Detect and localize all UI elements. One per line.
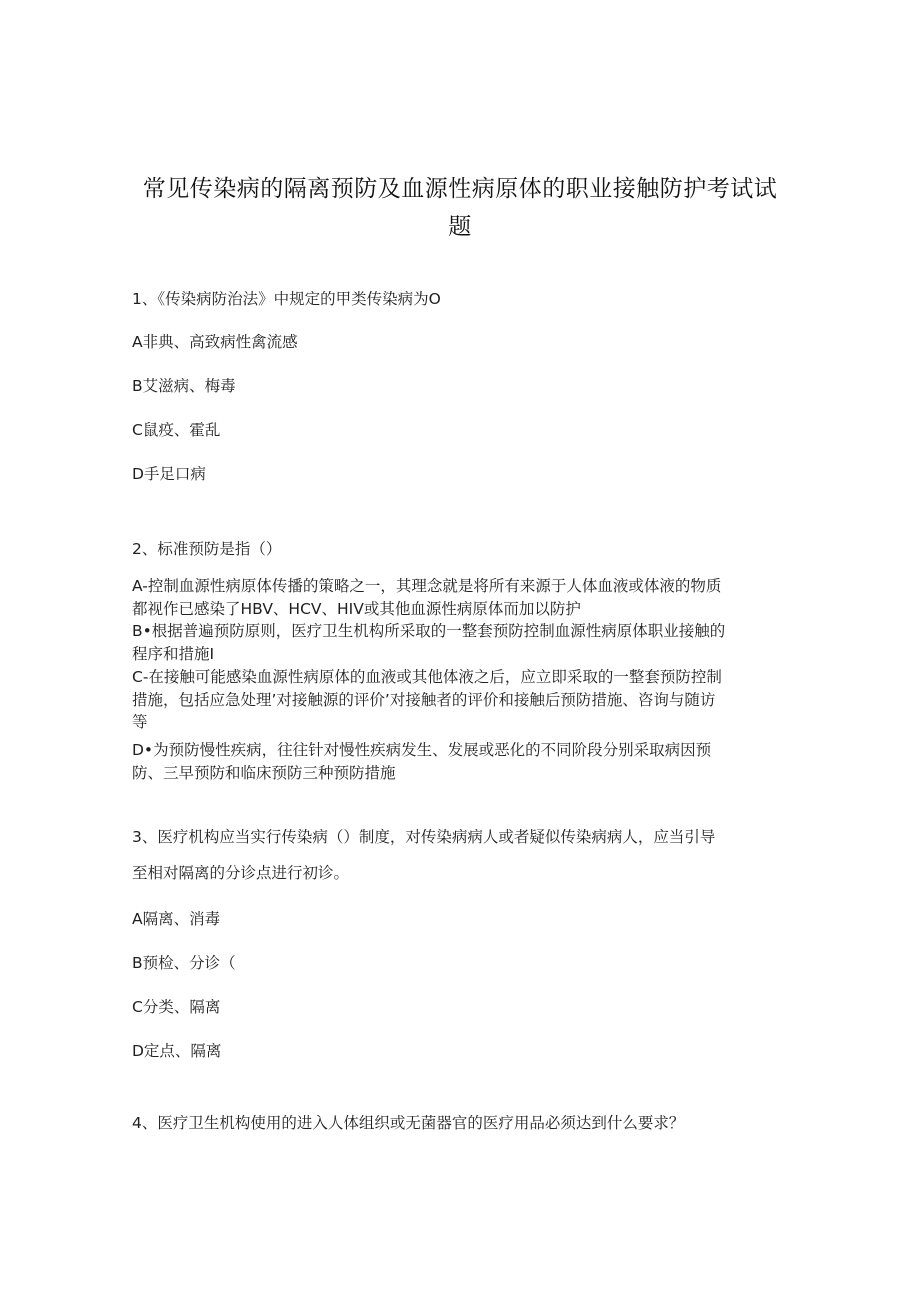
question-1-option-c: C鼠疫、霍乱 xyxy=(132,421,221,439)
question-1-option-a: A非典、高致病性禽流感 xyxy=(132,333,298,351)
question-3-stem-line-1: 3、医疗机构应当实行传染病（）制度，对传染病病人或者疑似传染病病人，应当引导 xyxy=(132,828,716,846)
question-3-stem-line-2: 至相对隔离的分诊点进行初诊。 xyxy=(132,864,350,882)
option-line: 措施，包括应急处理’对接触源的评价’对接触者的评价和接触后预防措施、咨询与随访 xyxy=(132,690,716,709)
question-1-option-b: B艾滋病、梅毒 xyxy=(132,377,236,395)
question-4-stem: 4、医疗卫生机构使用的进入人体组织或无菌器官的医疗用品必须达到什么要求？ xyxy=(132,1114,685,1132)
option-line: A-控制血源性病原体传播的策略之一，其理念就是将所有来源于人体血液或体液的物质 xyxy=(132,577,722,595)
option-line: 防、三早预防和临床预防三种预防措施 xyxy=(132,763,396,782)
document-title xyxy=(140,170,780,246)
title-line-2: 题 xyxy=(448,214,472,240)
question-1-option-d: D手足口病 xyxy=(132,465,206,483)
question-1-stem: 1、《传染病防治法》中规定的甲类传染病为O xyxy=(132,290,441,308)
option-line: 都视作已感染了HBV、HCV、HIV或其他血源性病原体而加以防护 xyxy=(132,599,581,618)
option-line: 程序和措施I xyxy=(132,644,215,663)
option-line: B•根据普遍预防原则，医疗卫生机构所采取的一整套预防控制血源性病原体职业接触的 xyxy=(132,622,726,640)
question-2-option-b xyxy=(132,620,792,665)
question-2-stem: 2、标准预防是指（） xyxy=(132,540,282,558)
option-line: C-在接触可能感染血源性病原体的血液或其他体液之后，应立即采取的一整套预防控制 xyxy=(132,668,722,686)
option-line: D•为预防慢性疾病，往往针对慢性疾病发生、发展或恶化的不同阶段分别采取病因预 xyxy=(132,741,712,759)
title-line-1: 常见传染病的隔离预防及血源性病原体的职业接触防护考试试 xyxy=(142,176,778,202)
question-3-option-c: C分类、隔离 xyxy=(132,998,221,1016)
question-3-option-b: B预检、分诊（ xyxy=(132,954,236,972)
question-2-option-c xyxy=(132,666,792,734)
question-2-option-a xyxy=(132,575,792,620)
option-line: 等 xyxy=(132,713,148,731)
question-3-option-a: A隔离、消毒 xyxy=(132,910,221,928)
question-3-option-d: D定点、隔离 xyxy=(132,1042,222,1060)
question-2-option-d xyxy=(132,739,792,784)
